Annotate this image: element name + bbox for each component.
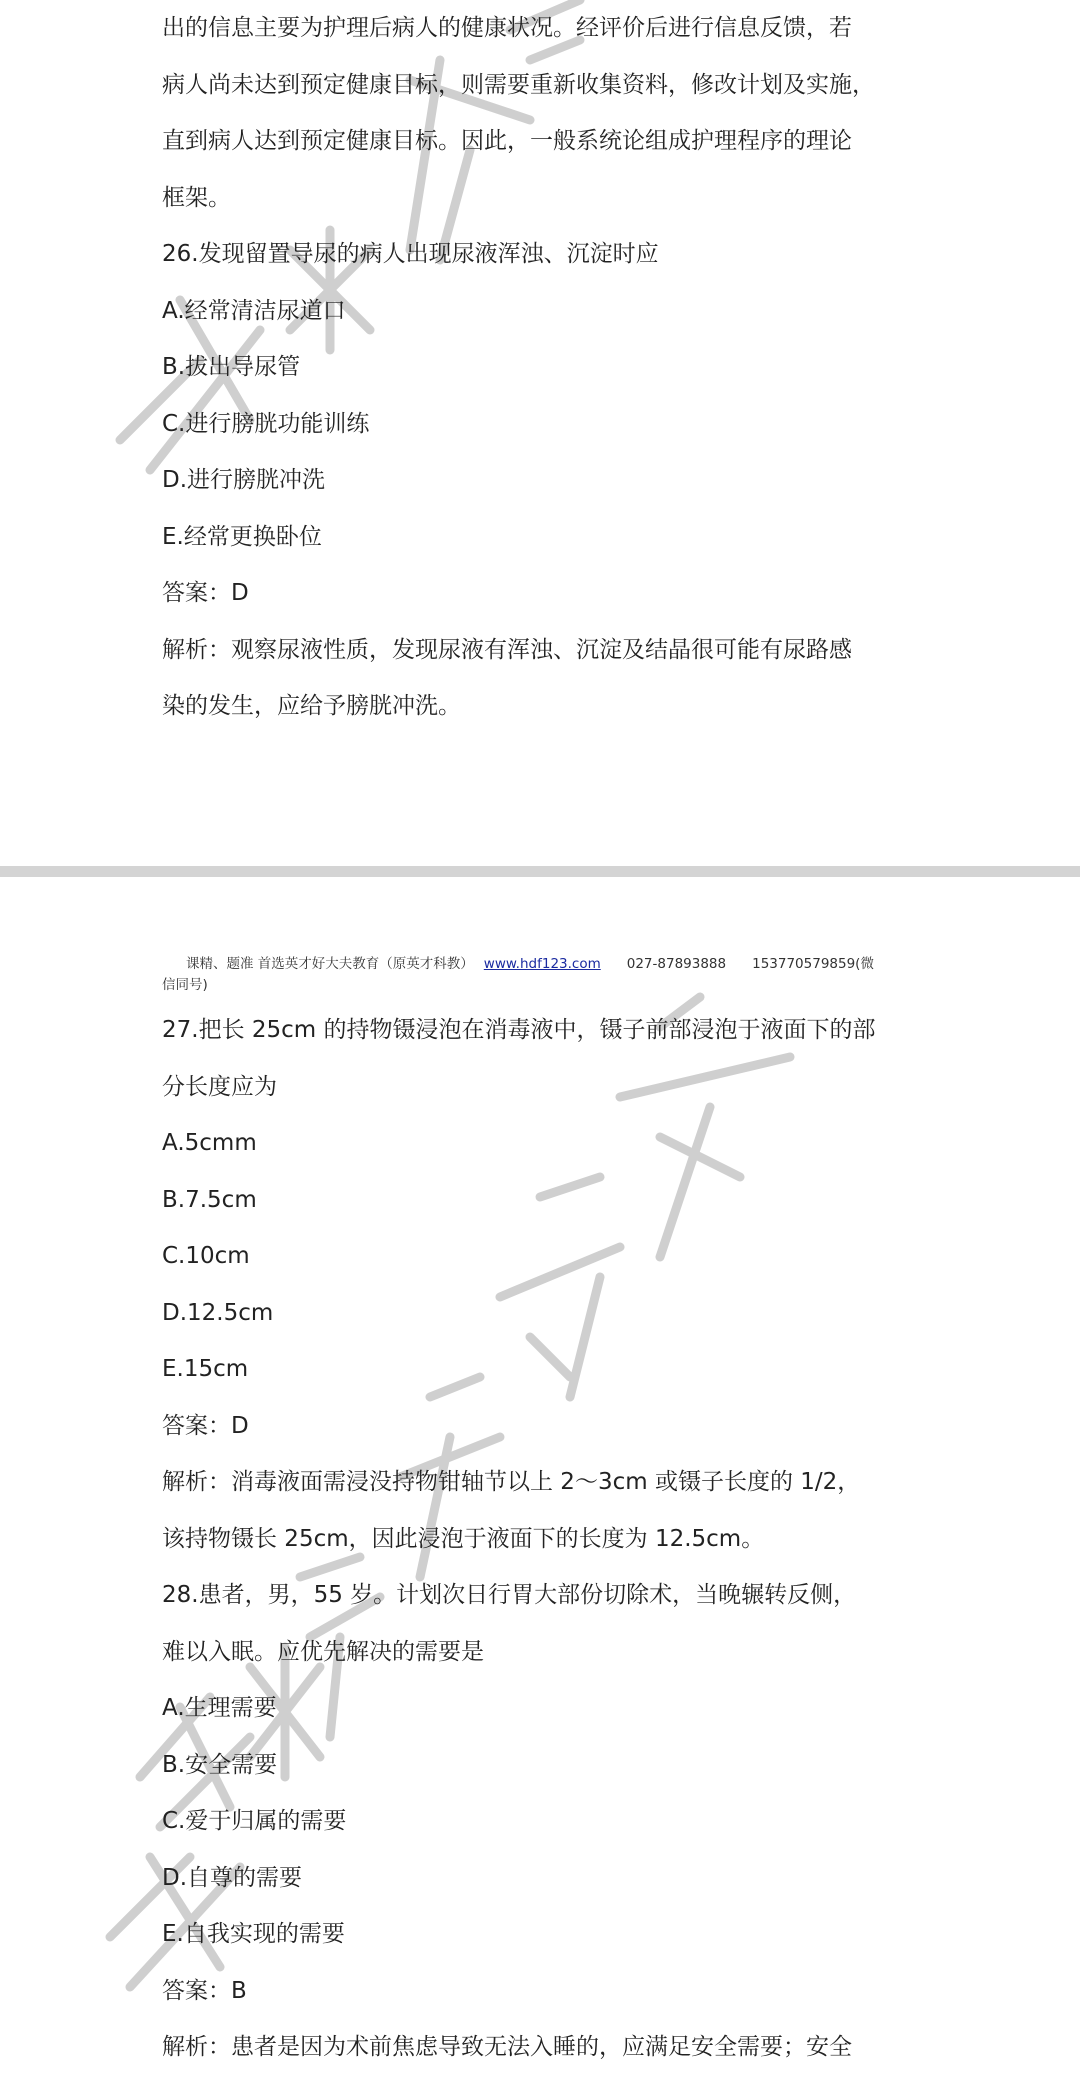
q28-option-d: D.自尊的需要 <box>162 1864 303 1891</box>
header-link[interactable]: www.hdf123.com <box>483 956 601 972</box>
q26-option-c: C.进行膀胱功能训练 <box>162 410 370 437</box>
q28-option-c: C.爱于归属的需要 <box>162 1808 347 1834</box>
question-28-text: 28.患者，男，55 岁。计划次日行胃大部份切除术，当晚辗转反侧， <box>162 1582 857 1608</box>
header-prefix: 课精、题准 首选英才好大夫教育（原英才科教） <box>186 956 474 972</box>
q28-option-a: A.生理需要 <box>162 1695 277 1721</box>
q28-option-e: E.自我实现的需要 <box>162 1921 345 1947</box>
q28-answer: 答案：B <box>162 1977 247 2004</box>
header-phone-1: 027-87893888 <box>626 956 727 972</box>
question-26-text: 26.发现留置导尿的病人出现尿液浑浊、沉淀时应 <box>162 241 659 267</box>
paragraph-line: 直到病人达到预定健康目标。因此，一般系统论组成护理程序的理论 <box>162 128 852 154</box>
q28-option-b: B.安全需要 <box>162 1751 278 1778</box>
question-28-text: 难以入眠。应优先解决的需要是 <box>162 1638 484 1665</box>
page-1-content <box>162 0 922 735</box>
q26-analysis-line: 解析：观察尿液性质，发现尿液有浑浊、沉淀及结晶很可能有尿路感 <box>162 636 852 663</box>
q27-option-a: A.5cmm <box>162 1130 257 1156</box>
q27-option-c: C.10cm <box>162 1243 250 1269</box>
header-phone-2: 153770579859(微 <box>752 956 874 972</box>
q27-option-e: E.15cm <box>162 1356 249 1382</box>
q26-option-a: A.经常清洁尿道口 <box>162 297 346 324</box>
q26-option-d: D.进行膀胱冲洗 <box>162 467 326 493</box>
q26-option-e: E.经常更换卧位 <box>162 523 322 550</box>
paragraph-line: 病人尚未达到预定健康目标，则需要重新收集资料，修改计划及实施， <box>162 71 875 98</box>
q27-answer: 答案：D <box>162 1412 249 1439</box>
page-2-content <box>162 954 922 2076</box>
q26-answer: 答案：D <box>162 580 249 606</box>
paragraph-line: 框架。 <box>162 184 231 211</box>
page-header <box>162 954 922 996</box>
q27-option-b: B.7.5cm <box>162 1186 257 1213</box>
header-line-2: 信同号) <box>162 977 208 993</box>
question-27-text: 分长度应为 <box>162 1073 277 1100</box>
q26-option-b: B.拔出导尿管 <box>162 354 301 380</box>
q27-analysis-line: 解析：消毒液面需浸没持物钳轴节以上 2～3cm 或镊子长度的 1/2， <box>162 1469 861 1495</box>
document-page-1 <box>0 0 1080 866</box>
question-27-text: 27.把长 25cm 的持物镊浸泡在消毒液中，镊子前部浸泡于液面下的部 <box>162 1017 876 1043</box>
page-separator <box>0 866 1080 877</box>
q28-analysis-line: 解析：患者是因为术前焦虑导致无法入睡的，应满足安全需要；安全 <box>162 2034 852 2060</box>
q27-option-d: D.12.5cm <box>162 1299 274 1326</box>
document-page-2 <box>0 877 1080 2091</box>
paragraph-line: 出的信息主要为护理后病人的健康状况。经评价后进行信息反馈，若 <box>162 15 852 41</box>
q27-analysis-line: 该持物镊长 25cm，因此浸泡于液面下的长度为 12.5cm。 <box>162 1525 765 1552</box>
q26-analysis-line: 染的发生，应给予膀胱冲洗。 <box>162 693 461 719</box>
